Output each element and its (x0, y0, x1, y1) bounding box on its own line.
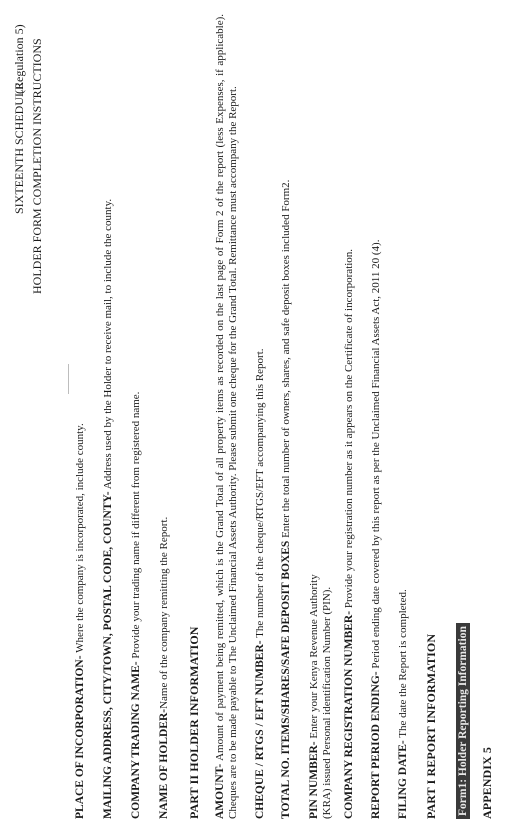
part1-heading: PART I REPORT INFORMATION (424, 633, 438, 819)
item-label: REPORT PERIOD ENDING- (370, 671, 382, 819)
document-title: HOLDER FORM COMPLETION INSTRUCTIONS (30, 38, 44, 294)
item-text: Address used by the Holder to receive mail, to include the county. (102, 198, 114, 492)
item-mailing-address (102, 199, 115, 819)
regulation-reference: (Regulation 5) (12, 24, 26, 94)
item-text-line2: (KRA) issued Personal identification Number (PIN). (321, 586, 333, 819)
schedule-title: SIXTEENTH SCHEDULE (12, 82, 26, 214)
item-report-period-ending (370, 240, 383, 819)
item-text: Provide your registration number as it appears on the Certificate of incorporation. (343, 248, 355, 611)
item-text: Where the company is incorporated, include county. (74, 423, 86, 656)
item-label: TOTAL NO. ITEMS/SHARES/SAFE DEPOSIT BOXES (280, 540, 292, 819)
item-filing-date (397, 589, 410, 819)
item-label: CHEQUE / RTGS / EFT NUMBER- (254, 640, 266, 819)
item-text: The number of the cheque/RTGS/EFT accompanying this Report. (254, 348, 266, 641)
item-pin-number (308, 574, 334, 819)
divider-line (68, 364, 69, 394)
item-total-items (280, 180, 293, 819)
item-text: Period ending date covered by this report as per the Unclaimed Financial Assets Act, 2011 20 (4). (370, 239, 382, 672)
item-text: Amount of payment being remitted, which is the Grand Total of all property items as recorded on the last page of Form 2 of the report (less Expenses, if applicable). Cheques are to be made payable to The Unclaimed Financial Assets Authority. Please submit one cheque for the Grand Total. Remittance must accompany the Report. (214, 14, 239, 819)
item-text: Enter your Kenya Revenue Authority (308, 574, 320, 742)
item-label: NAME OF HOLDER- (158, 708, 170, 819)
item-name-of-holder (158, 517, 171, 819)
item-company-registration-number (343, 249, 356, 819)
item-text: Name of the company remitting the Report. (158, 516, 170, 709)
item-cheque-rtgs-eft (254, 348, 267, 819)
part2-heading: PART II HOLDER INFORMATION (187, 626, 201, 819)
item-label: PLACE OF INCORPORATION- (74, 655, 86, 819)
item-label: MAILING ADDRESS, CITY/TOWN, POSTAL CODE, COUNTY- (102, 491, 114, 819)
item-place-of-incorporation (74, 423, 87, 819)
item-text: Enter the total number of owners, shares, and safe deposit boxes included Form2. (280, 179, 292, 541)
item-label: AMOUNT- (214, 763, 226, 819)
item-label: COMPANY REGISTRATION NUMBER- (343, 610, 355, 819)
item-amount (214, 14, 240, 819)
appendix-label: APPENDIX 5 (480, 747, 494, 819)
form-heading (453, 623, 471, 819)
item-label: PIN NUMBER- (308, 741, 320, 819)
item-label: FILING DATE- (397, 740, 409, 819)
item-label: COMPANY TRADING NAME- (130, 661, 142, 819)
item-text: Provide your trading name if different from registered name. (130, 391, 142, 662)
item-text: The date the Report is completed. (397, 589, 409, 741)
scan-edge-line (8, 9, 9, 819)
form-heading-text: Form1: Holder Reporting Information (456, 623, 470, 819)
item-company-trading-name (130, 392, 143, 819)
